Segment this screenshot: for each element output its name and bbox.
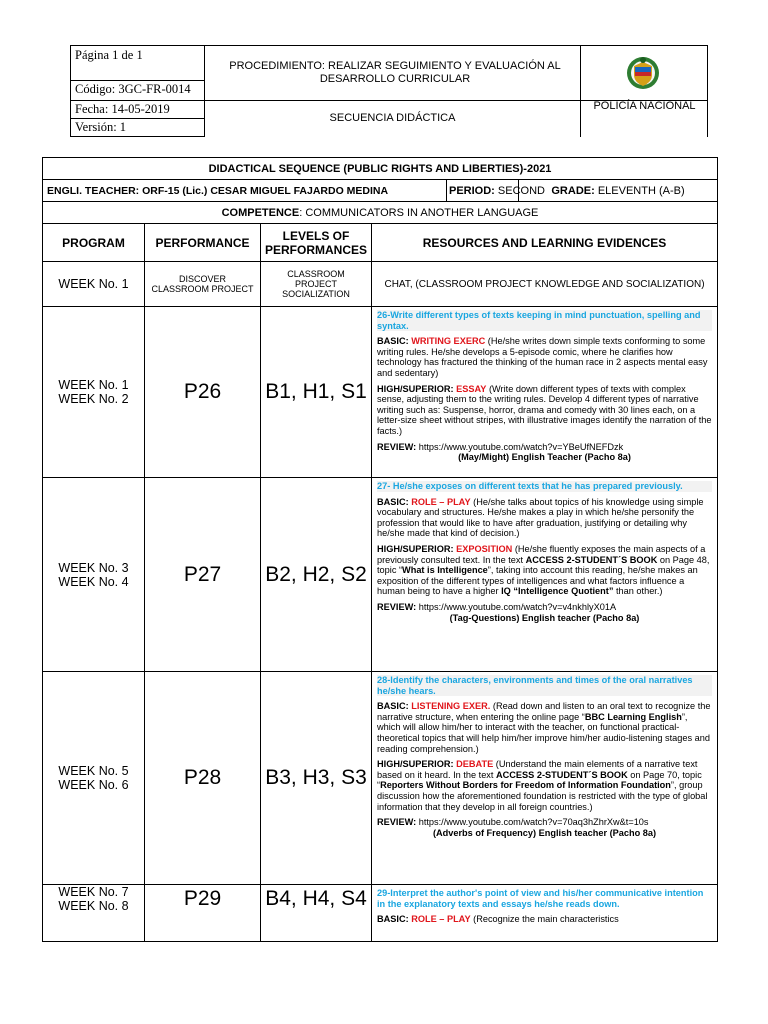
grade-cell [519,180,718,202]
basic-level-text: BASIC: LISTENING EXER. (Read down and listen to an oral text to recognize the narrative structure, when entering the online page “BBC Learning English”, which will allow him/her to interact with the teacher, on functional practical-theoretical topics that will help him/her improve him/her audio-listening stages and reading comprehension.) [377,701,711,754]
sequence-title: SECUENCIA DIDÁCTICA [329,112,456,124]
didactic-sequence-table [42,157,718,942]
high-level-text: HIGH/SUPERIOR: ESSAY (Write down different types of texts with complex sense, adjusting them to the writing rules. Develop 4 different types of narrative writing such as: Suspense, horror, drama and comedy with 30 lines each, on a letter-size sheet without stripes, with illustrative images identify the narration of the facts.) [377,383,712,436]
row-p28-weeks [43,672,145,885]
period-value: SECOND [494,184,545,197]
page-number: Página 1 de 1 [75,48,143,62]
grade-label: GRADE: [551,184,595,197]
header-border-bottom-left [70,136,204,137]
row-p28-resources [372,672,718,885]
row-p26-weeks [43,307,145,478]
row-p27-levels: B2, H2, S2 [261,478,372,672]
table-row [43,885,718,942]
review-link[interactable]: https://www.youtube.com/watch?v=v4nkhlyX01A [418,601,617,612]
header-border-right [707,45,708,137]
high-level-text: HIGH/SUPERIOR: EXPOSITION (He/she fluently exposes the main aspects of a previously consulted text. In the text ACCESS 2-STUDENT´S BOOK on Page 48, topic “What is Intelligence”, taking into account this reading, he/she makes an exposition of the different types of intelligences and what factors influence a human being to have a higher IQ “Intelligence Quotient” than other.) [377,543,710,597]
review-text: REVIEW: https://www.youtube.com/watch?v=YBeUfNEFDzk (May/Might) English Teacher (Pacho 8a) [377,441,631,463]
institution-name: POLICÍA NACIONAL [593,100,696,112]
document-date: Fecha: 14-05-2019 [75,102,170,116]
week-1-performance: DISCOVER CLASSROOM PROJECT [145,262,261,307]
policia-nacional-crest-icon [625,53,661,93]
basic-level-text: BASIC: ROLE – PLAY (He/she talks about topics of his knowledge using simple vocabulary and structures. He/she makes a play in which he/she personify the profession that would like to have after graduation, justifying or detailing why he/she made that kind of decision.) [377,496,704,539]
week-label: WEEK No. 2 [58,392,129,406]
review-text: REVIEW: https://www.youtube.com/watch?v=70aq3hZhrXw&t=10s (Adverbs of Frequency) English teacher (Pacho 8a) [377,817,657,838]
week-label: WEEK No. 7 [58,885,129,899]
table-row [43,478,718,672]
table-row [43,307,718,478]
review-link[interactable]: https://www.youtube.com/watch?v=70aq3hZhrXw&t=10s [418,817,649,828]
row-p29-weeks [43,885,145,942]
row-p27-weeks [43,478,145,672]
col-header-performance: PERFORMANCE [145,224,261,262]
row-p26-resources [372,307,718,478]
period-cell [447,180,545,202]
header-row-line-3 [70,118,204,119]
competence-value: : COMMUNICATORS IN ANOTHER LANGUAGE [299,206,539,219]
basic-level-text: BASIC: ROLE – PLAY (Recognize the main characteristics [377,914,619,925]
week-label: WEEK No. 8 [58,899,129,913]
col-header-levels: LEVELS OF PERFORMANCES [261,224,372,262]
header-divider-2 [580,45,581,137]
competence-statement: 28-Identify the characters, environments and times of the oral narratives he/she hears. [377,675,712,696]
col-header-resources: RESOURCES AND LEARNING EVIDENCES [372,224,718,262]
competence-cell [43,202,718,224]
col-header-program: PROGRAM [43,224,145,262]
row-p28-levels: B3, H3, S3 [261,672,372,885]
week-label: WEEK No. 1 [58,378,129,392]
row-p27-resources [372,478,718,672]
competence-label: COMPETENCE [221,206,300,219]
week-label: WEEK No. 6 [58,778,129,792]
period-label: PERIOD: [449,184,495,197]
row-p27-code: P27 [145,478,261,672]
row-p26-code: P26 [145,307,261,478]
table-row [43,672,718,885]
header-row-line-2 [70,100,204,101]
week-label: WEEK No. 4 [58,574,129,589]
document-header [70,45,708,137]
header-border-left [70,45,71,137]
week-1-program: WEEK No. 1 [43,262,145,307]
review-link[interactable]: https://www.youtube.com/watch?v=YBeUfNEFDzk [418,441,624,452]
document-version: Versión: 1 [75,120,127,134]
high-level-text: HIGH/SUPERIOR: DEBATE (Understand the main elements of a narrative text based on it heard. In the text ACCESS 2-STUDENT´S BOOK on Page 70, topic “Reporters Without Borders for Freedom of Information Foundation”, group discussion how the aforementioned foundation is restricted with the type of global information that they develop in all foreign countries.) [377,759,708,812]
row-p26-levels: B1, H1, S1 [261,307,372,478]
week-1-levels: CLASSROOM PROJECT SOCIALIZATION [261,262,372,307]
competence-statement: 26-Write different types of texts keeping in mind punctuation, spelling and syntax. [377,310,712,331]
procedure-title: PROCEDIMIENTO: REALIZAR SEGUIMIENTO Y EVALUACIÓN AL DESARROLLO CURRICULAR [229,60,561,85]
header-row-line-1 [70,80,204,81]
competence-statement: 29-Interpret the author's point of view and his/her communicative intention in the explanatory texts and essays he/she reads down. [377,888,704,909]
sequence-table-title: DIDACTICAL SEQUENCE (PUBLIC RIGHTS AND LIBERTIES)-2021 [43,158,718,180]
grade-value: ELEVENTH (A-B) [594,184,685,197]
document-code: Código: 3GC-FR-0014 [75,82,191,96]
row-p29-resources [372,885,718,942]
row-p29-levels: B4, H4, S4 [261,885,372,942]
header-border-top [70,45,708,46]
week-label: WEEK No. 3 [58,560,129,575]
week-label: WEEK No. 5 [58,764,129,778]
teacher-cell: ENGLI. TEACHER: ORF-15 (Lic.) CESAR MIGUEL FAJARDO MEDINA [43,180,447,202]
basic-level-text: BASIC: WRITING EXERC (He/she writes down simple texts conforming to some writing rules. He/she develops a 5-episode comic, where he clarifies how technology has fractured the thinking of the human race in 2 aspects mental easy and sedentary) [377,336,708,378]
week-1-resources: CHAT, (CLASSROOM PROJECT KNOWLEDGE AND SOCIALIZATION) [372,262,718,307]
competence-statement: 27- He/she exposes on different texts that he has prepared previously. [377,481,712,492]
row-p28-code: P28 [145,672,261,885]
row-p29-code: P29 [145,885,261,942]
review-text: REVIEW: https://www.youtube.com/watch?v=v4nkhlyX01A (Tag-Questions) English teacher (Pacho 8a) [377,601,640,623]
